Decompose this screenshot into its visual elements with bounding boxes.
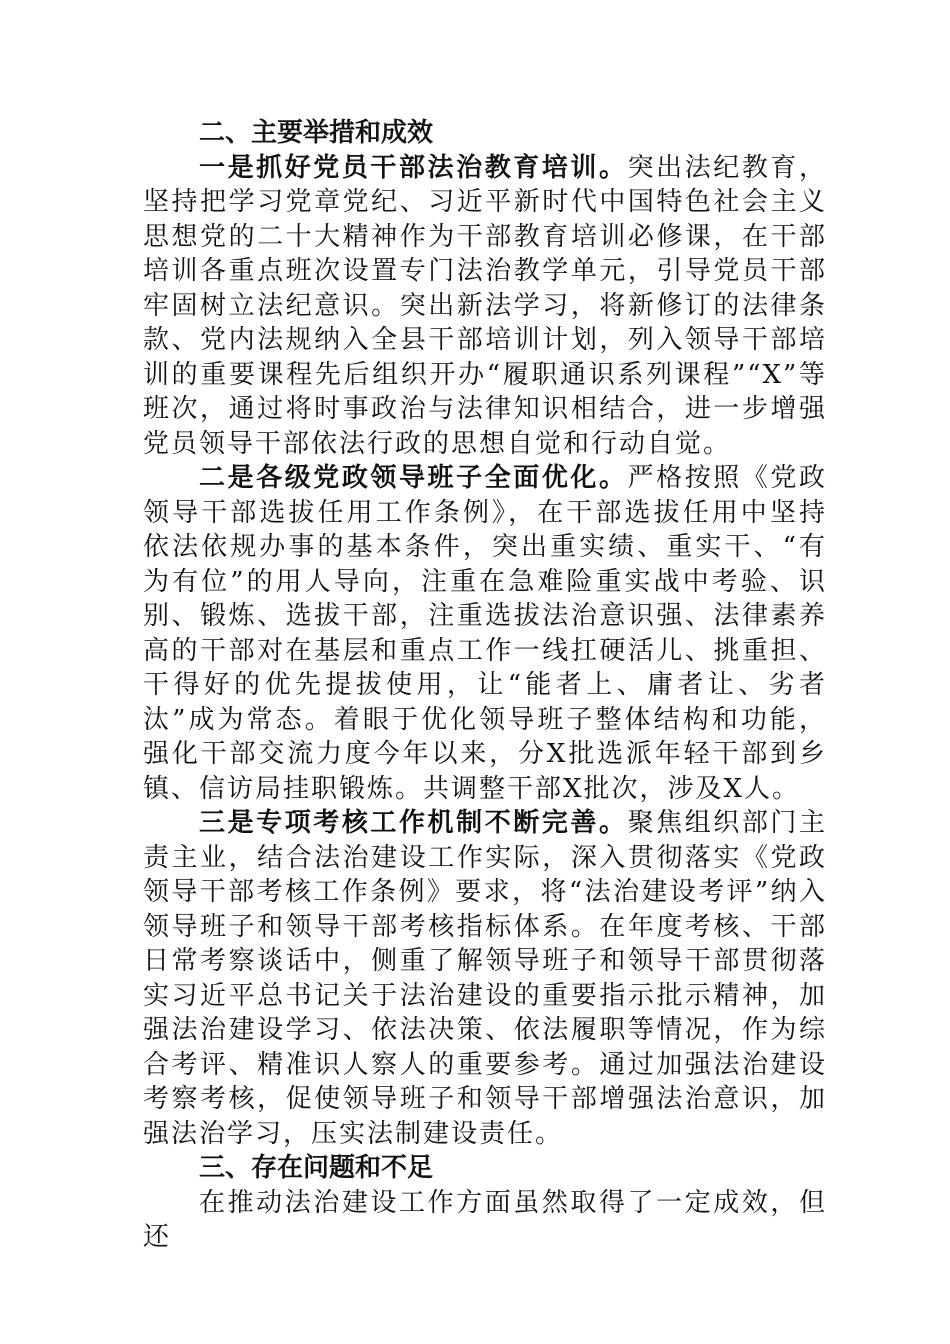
paragraph-lead: 三是专项考核工作机制不断完善。 bbox=[199, 808, 628, 838]
section-heading-main-measures: 二、主要举措和成效 bbox=[199, 118, 434, 148]
paragraph-lead: 一是抓好党员干部法治教育培训。 bbox=[199, 152, 628, 183]
section-heading-problems: 三、存在问题和不足 bbox=[199, 1153, 434, 1183]
paragraph-body: 严格按照《党政领导干部选拔任用工作条例》，在干部选拔任用中坚持依法依规办事的基本条件，突出重实绩、重实干、“有为有位”的用人导向，注重在急难险重实战中考验、识别、锻炼、选拔干部，注重选拔法治意识强、法律素养高的干部对在基层和重点工作一线扛硬活儿、挑重担、干得好的优先提拔使用，让“能者上、庸者让、劣者汰”成为常态。着眼于优化领导班子整体结构和功能，强化干部交流力度今年以来，分X批选派年轻干部到乡镇、信访局挂职锻炼。共调整干部X批次，涉及X人。 bbox=[143, 463, 827, 804]
paragraph-training bbox=[143, 151, 827, 462]
paragraph-body: 聚焦组织部门主责主业，结合法治建设工作实际，深入贯彻落实《党政领导干部考核工作条例》要求，将“法治建设考评”纳入领导班子和领导干部考核指标体系。在年度考核、干部日常考察谈话中，侧重了解领导班子和领导干部贯彻落实习近平总书记关于法治建设的重要指示批示精神，加强法治建设学习、依法决策、依法履职等情况，作为综合考评、精准识人察人的重要参考。通过加强法治建设考察考核，促使领导班子和领导干部增强法治意识，加强法治学习，压实法制建设责任。 bbox=[143, 808, 827, 1149]
document-page bbox=[143, 116, 827, 1255]
paragraph-body: 突出法纪教育，坚持把学习党章党纪、习近平新时代中国特色社会主义思想党的二十大精神作为干部教育培训必修课，在干部培训各重点班次设置专门法治教学单元，引导党员干部牢固树立法纪意识。突出新法学习，将新修订的法律条款、党内法规纳入全县干部培训计划，列入领导干部培训的重要课程先后组织开办“履职通识系列课程”“X”等班次，通过将时事政治与法律知识相结合，进一步增强党员领导干部依法行政的思想自觉和行动自觉。 bbox=[143, 152, 827, 459]
paragraph-leadership-optimization bbox=[143, 461, 827, 806]
paragraph-lead: 二是各级党政领导班子全面优化。 bbox=[199, 463, 628, 493]
paragraph-assessment-mechanism bbox=[143, 806, 827, 1151]
paragraph-problems-intro: 在推动法治建设工作方面虽然取得了一定成效，但还 bbox=[143, 1187, 827, 1252]
